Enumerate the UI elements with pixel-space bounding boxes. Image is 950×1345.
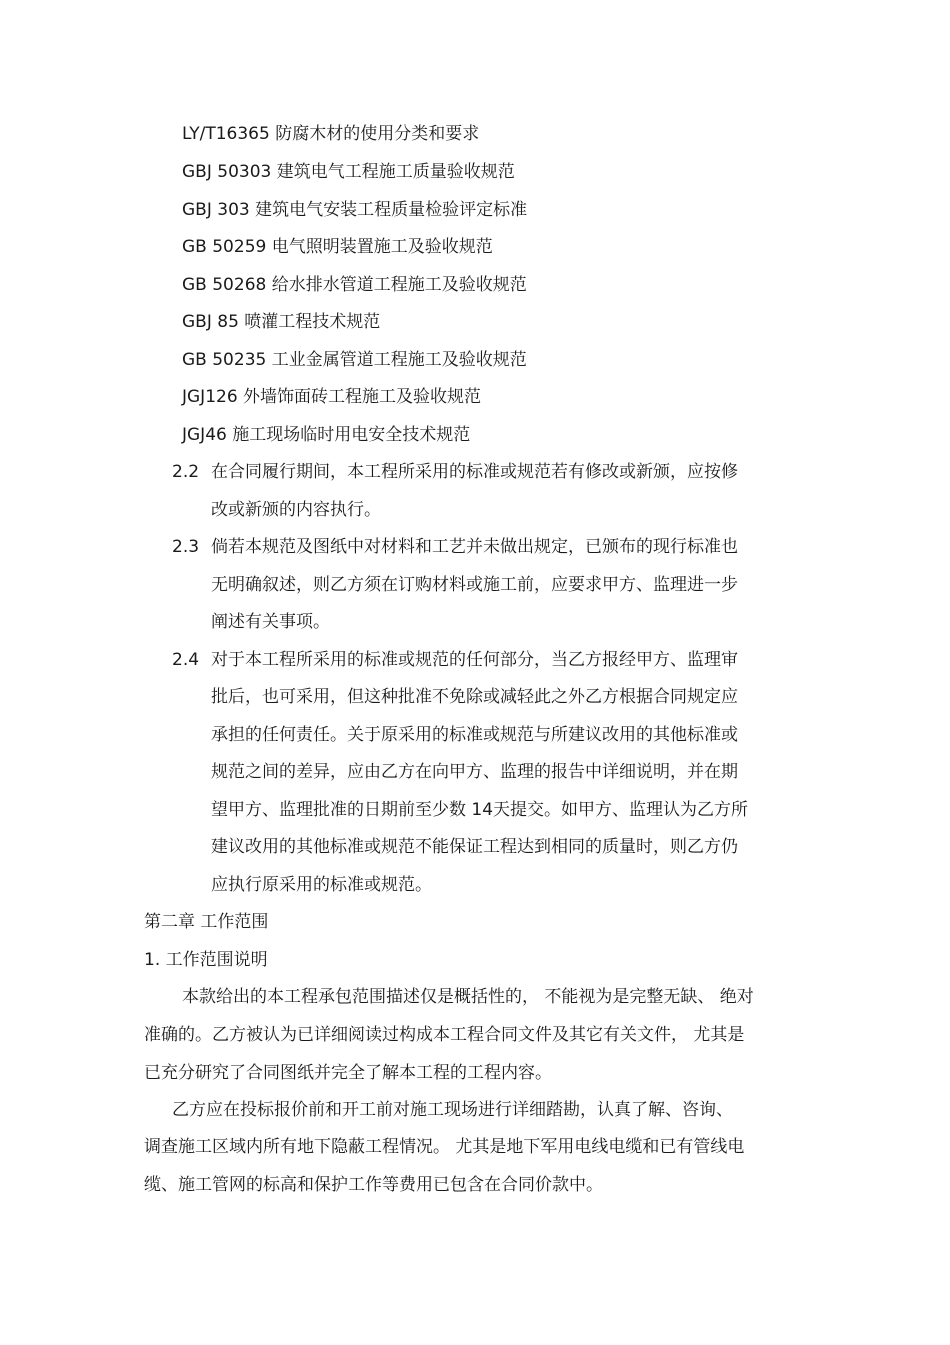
paragraph-line: 缆、施工管网的标高和保护工作等费用已包含在合同价款中。 [144, 1175, 603, 1195]
standard-item: LY/T16365 防腐木材的使用分类和要求 [182, 124, 480, 144]
section-heading: 1. 工作范围说明 [144, 950, 268, 970]
clause-text-line: 建议改用的其他标准或规范不能保证工程达到相同的质量时，则乙方仍 [211, 837, 738, 857]
standard-item: GB 50259 电气照明装置施工及验收规范 [182, 237, 493, 257]
paragraph-line: 已充分研究了合同图纸并完全了解本工程的工程内容。 [144, 1063, 552, 1083]
clause-text-line: 在合同履行期间，本工程所采用的标准或规范若有修改或新颁，应按修 [211, 462, 738, 482]
chapter-title: 第二章 工作范围 [144, 912, 269, 932]
clause-text-line: 改或新颁的内容执行。 [211, 500, 381, 520]
clause-text-line: 应执行原采用的标准或规范。 [211, 875, 432, 895]
standard-item: GBJ 303 建筑电气安装工程质量检验评定标准 [182, 200, 528, 220]
clause-text-line: 承担的任何责任。关于原采用的标准或规范与所建议改用的其他标准或 [211, 725, 738, 745]
clause-text-line: 阐述有关事项。 [211, 612, 330, 632]
paragraph-line: 乙方应在投标报价前和开工前对施工现场进行详细踏勘，认真了解、咨询、 [172, 1100, 733, 1120]
paragraph-line: 本款给出的本工程承包范围描述仅是概括性的， 不能视为是完整无缺、 绝对 [182, 987, 754, 1007]
paragraph-line: 准确的。乙方被认为已详细阅读过构成本工程合同文件及其它有关文件， 尤其是 [144, 1025, 745, 1045]
clause-text-line: 倘若本规范及图纸中对材料和工艺并未做出规定，已颁布的现行标准也 [211, 537, 738, 557]
clause-number: 2.4 [172, 650, 200, 670]
standard-item: GBJ 50303 建筑电气工程施工质量验收规范 [182, 162, 515, 182]
clause-number: 2.3 [172, 537, 200, 557]
standard-item: GBJ 85 喷灌工程技术规范 [182, 312, 381, 332]
standard-item: JGJ126 外墙饰面砖工程施工及验收规范 [182, 387, 482, 407]
clause-text-line: 规范之间的差异，应由乙方在向甲方、监理的报告中详细说明，并在期 [211, 762, 738, 782]
standard-item: GB 50268 给水排水管道工程施工及验收规范 [182, 275, 527, 295]
paragraph-line: 调查施工区域内所有地下隐蔽工程情况。 尤其是地下军用电线电缆和已有管线电 [144, 1137, 745, 1157]
clause-text-line: 对于本工程所采用的标准或规范的任何部分，当乙方报经甲方、监理审 [211, 650, 738, 670]
standard-item: JGJ46 施工现场临时用电安全技术规范 [182, 425, 471, 445]
clause-number: 2.2 [172, 462, 200, 482]
clause-text-line: 无明确叙述，则乙方须在订购材料或施工前，应要求甲方、监理进一步 [211, 575, 738, 595]
clause-text-line: 批后，也可采用，但这种批准不免除或减轻此之外乙方根据合同规定应 [211, 687, 738, 707]
standard-item: GB 50235 工业金属管道工程施工及验收规范 [182, 350, 527, 370]
clause-text-line: 望甲方、监理批准的日期前至少数 14天提交。如甲方、监理认为乙方所 [211, 800, 749, 820]
